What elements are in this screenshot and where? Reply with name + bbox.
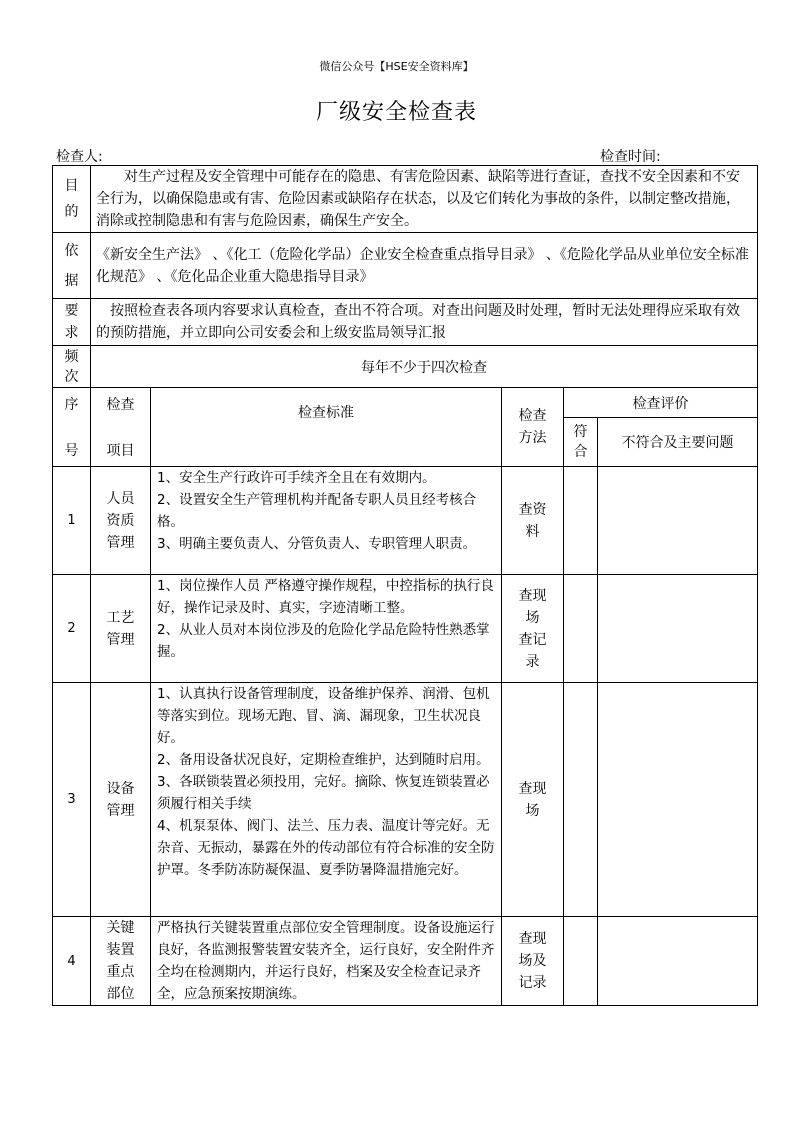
inspector-label: 检查人: bbox=[56, 149, 103, 165]
header-item: 检查 项目 bbox=[91, 388, 151, 467]
row-method: 查现 场及 记录 bbox=[502, 917, 564, 1006]
row-item: 设备 管理 bbox=[91, 683, 151, 917]
frequency-label: 频 次 bbox=[53, 346, 91, 388]
row-method: 查资 料 bbox=[502, 467, 564, 575]
row-item: 关键 装置 重点 部位 bbox=[91, 917, 151, 1006]
requirement-row bbox=[53, 299, 758, 346]
row-criteria: 严格执行关键装置重点部位安全管理制度。设备设施运行良好，各监测报警装置安装齐全，运行良好，安全附件齐全均在检测期内，并运行良好，档案及安全检查记录齐全，应急预案按期演练。 bbox=[151, 917, 502, 1006]
table-row bbox=[53, 575, 758, 683]
table-row bbox=[53, 917, 758, 1006]
row-nonconform-cell[interactable] bbox=[598, 575, 758, 683]
inspection-table bbox=[52, 165, 758, 1006]
row-nonconform-cell[interactable] bbox=[598, 683, 758, 917]
header-evaluation: 检查评价 bbox=[564, 388, 758, 418]
table-row bbox=[53, 683, 758, 917]
basis-row bbox=[53, 233, 758, 299]
basis-text: 《新安全生产法》 、《化工（危险化学品）企业安全检查重点指导目录》 、《危险化学品从业单位安全标准化规范》 、《危化品企业重大隐患指导目录》 bbox=[91, 233, 758, 299]
frequency-row bbox=[53, 346, 758, 388]
row-nonconform-cell[interactable] bbox=[598, 917, 758, 1006]
row-nonconform-cell[interactable] bbox=[598, 467, 758, 575]
header-nonconform: 不符合及主要问题 bbox=[598, 418, 758, 467]
requirement-label: 要 求 bbox=[53, 299, 91, 346]
frequency-text: 每年不少于四次检查 bbox=[91, 346, 758, 388]
purpose-label: 目 的 bbox=[53, 166, 91, 233]
inspect-time-label: 检查时间: bbox=[600, 149, 661, 165]
requirement-text: 按照检查表各项内容要求认真检查，查出不符合项。对查出问题及时处理，暂时无法处理得应采取有效的预防措施，并立即向公司安委会和上级安监局领导汇报 bbox=[91, 299, 758, 346]
row-number: 4 bbox=[53, 917, 91, 1006]
row-item: 人员 资质 管理 bbox=[91, 467, 151, 575]
row-criteria: 1、认真执行设备管理制度，设备维护保养、润滑、包机等落实到位。现场无跑、冒、滴、漏现象，卫生状况良好。 2、备用设备状况良好，定期检查维护，达到随时启用。 3、各联锁装置必须投用，完好。摘除、恢复连锁装置必须履行相关手续 4、机泵泵体、阀门、法兰、压力表、温度计等完好。无杂音、无振动，暴露在外的传动部位有符合标准的安全防护罩。冬季防冻防凝保温、夏季防暑降温措施完好。 bbox=[151, 683, 502, 917]
header-standard: 检查标准 bbox=[151, 388, 502, 467]
row-conform-cell[interactable] bbox=[564, 917, 598, 1006]
row-method: 查现 场 bbox=[502, 683, 564, 917]
table-header-row bbox=[53, 388, 758, 418]
basis-label: 依 据 bbox=[53, 233, 91, 299]
row-number: 3 bbox=[53, 683, 91, 917]
page-title: 厂级安全检查表 bbox=[315, 100, 477, 125]
row-criteria: 1、岗位操作人员 严格遵守操作规程，中控指标的执行良好，操作记录及时、真实，字迹清晰工整。 2、从业人员对本岗位涉及的危险化学品危险特性熟悉掌握。 bbox=[151, 575, 502, 683]
header-note: 微信公众号【HSE安全资料库】 bbox=[319, 60, 474, 73]
purpose-row bbox=[53, 166, 758, 233]
header-method: 检查 方法 bbox=[502, 388, 564, 467]
row-conform-cell[interactable] bbox=[564, 683, 598, 917]
row-criteria: 1、安全生产行政许可手续齐全且在有效期内。 2、设置安全生产管理机构并配备专职人员且经考核合格。 3、明确主要负责人、分管负责人、专职管理人职责。 bbox=[151, 467, 502, 575]
table-row bbox=[53, 467, 758, 575]
header-conform: 符 合 bbox=[564, 418, 598, 467]
purpose-text: 对生产过程及安全管理中可能存在的隐患、有害危险因素、缺陷等进行查证，查找不安全因素和不安全行为，以确保隐患或有害、危险因素或缺陷存在状态，以及它们转化为事故的条件，以制定整改措施，消除或控制隐患和有害与危险因素，确保生产安全。 bbox=[91, 166, 758, 233]
row-method: 查现 场 查记 录 bbox=[502, 575, 564, 683]
row-item: 工艺 管理 bbox=[91, 575, 151, 683]
row-number: 2 bbox=[53, 575, 91, 683]
header-seq: 序 号 bbox=[53, 388, 91, 467]
row-conform-cell[interactable] bbox=[564, 575, 598, 683]
row-number: 1 bbox=[53, 467, 91, 575]
row-conform-cell[interactable] bbox=[564, 467, 598, 575]
